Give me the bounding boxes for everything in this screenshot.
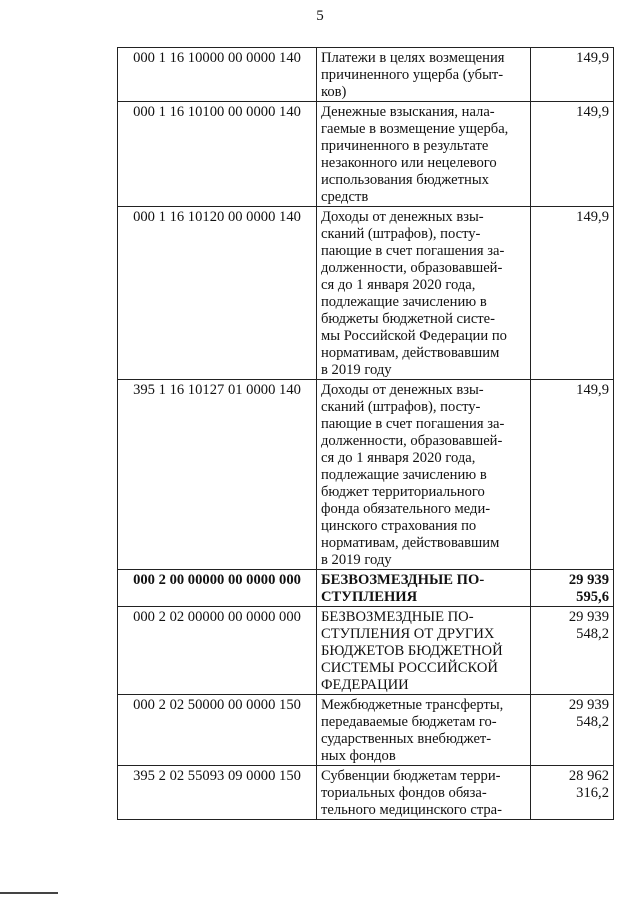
revenue-name-line: долженности, образовавшей- — [321, 433, 503, 449]
revenue-name-line: причиненного ущерба (убыт- — [321, 67, 504, 83]
revenue-name-line: сканий (штрафов), посту- — [321, 399, 481, 415]
table-row — [118, 695, 614, 766]
revenue-name-line: ся до 1 января 2020 года, — [321, 277, 476, 293]
budget-code-cell: 000 2 00 00000 00 0000 000 — [118, 570, 317, 607]
revenue-name-line: в 2019 году — [321, 362, 392, 378]
budget-code-cell: 000 2 02 00000 00 0000 000 — [118, 607, 317, 695]
revenue-name-line: Доходы от денежных взы- — [321, 209, 484, 225]
revenue-name-line: ФЕДЕРАЦИИ — [321, 677, 409, 693]
revenue-name-line: ных фондов — [321, 748, 396, 764]
amount-cell: 149,9 — [531, 207, 614, 380]
amount-cell: 29 939 595,6 — [531, 570, 614, 607]
revenue-name-line: в 2019 году — [321, 552, 392, 568]
amount-cell: 149,9 — [531, 48, 614, 102]
revenue-name-line: Субвенции бюджетам терри- — [321, 768, 501, 784]
budget-code-cell: 000 2 02 50000 00 0000 150 — [118, 695, 317, 766]
budget-revenue-table — [117, 47, 614, 820]
revenue-name-line: мы Российской Федерации по — [321, 328, 507, 344]
budget-code-cell: 395 1 16 10127 01 0000 140 — [118, 380, 317, 570]
revenue-name-cell — [317, 207, 531, 380]
revenue-name-line: БЮДЖЕТОВ БЮДЖЕТНОЙ — [321, 643, 503, 659]
revenue-name-line: нормативам, действовавшим — [321, 535, 500, 551]
amount-cell: 149,9 — [531, 102, 614, 207]
revenue-name-cell — [317, 380, 531, 570]
revenue-name-line: ториальных фондов обяза- — [321, 785, 487, 801]
amount-cell: 149,9 — [531, 380, 614, 570]
revenue-name-line: причиненного в результате — [321, 138, 489, 154]
revenue-name-line: гаемые в возмещение ущерба, — [321, 121, 509, 137]
revenue-name-line: фонда обязательного меди- — [321, 501, 491, 517]
revenue-name-line: Межбюджетные трансферты, — [321, 697, 504, 713]
revenue-name-line: сканий (штрафов), посту- — [321, 226, 481, 242]
table-row — [118, 380, 614, 570]
revenue-name-cell — [317, 766, 531, 820]
revenue-name-line: использования бюджетных — [321, 172, 489, 188]
revenue-name-line: долженности, образовавшей- — [321, 260, 503, 276]
budget-code-cell: 000 1 16 10000 00 0000 140 — [118, 48, 317, 102]
amount-cell: 29 939 548,2 — [531, 607, 614, 695]
budget-code-cell: 395 2 02 55093 09 0000 150 — [118, 766, 317, 820]
revenue-name-line: БЕЗВОЗМЕЗДНЫЕ ПО- — [321, 609, 474, 625]
budget-code-cell: 000 1 16 10100 00 0000 140 — [118, 102, 317, 207]
revenue-name-cell — [317, 607, 531, 695]
revenue-name-cell — [317, 102, 531, 207]
bottom-edge-mark — [0, 892, 58, 894]
revenue-name-line: СТУПЛЕНИЯ ОТ ДРУГИХ — [321, 626, 495, 642]
revenue-name-line: подлежащие зачислению в — [321, 294, 487, 310]
revenue-name-cell — [317, 695, 531, 766]
revenue-name-line: Доходы от денежных взы- — [321, 382, 484, 398]
table-body — [118, 48, 614, 820]
revenue-name-cell — [317, 570, 531, 607]
budget-code-cell: 000 1 16 10120 00 0000 140 — [118, 207, 317, 380]
revenue-name-line: бюджет территориального — [321, 484, 485, 500]
table-row — [118, 607, 614, 695]
revenue-name-line: сударственных внебюджет- — [321, 731, 492, 747]
revenue-name-line: СИСТЕМЫ РОССИЙСКОЙ — [321, 660, 498, 676]
revenue-name-line: пающие в счет погашения за- — [321, 243, 505, 259]
amount-cell: 28 962 316,2 — [531, 766, 614, 820]
table-row — [118, 48, 614, 102]
revenue-name-line: передаваемые бюджетам го- — [321, 714, 497, 730]
revenue-name-line: БЕЗВОЗМЕЗДНЫЕ ПО- — [321, 572, 485, 588]
table-row — [118, 766, 614, 820]
revenue-name-line: средств — [321, 189, 369, 205]
revenue-name-line: СТУПЛЕНИЯ — [321, 589, 418, 605]
revenue-name-line: Денежные взыскания, нала- — [321, 104, 495, 120]
revenue-name-line: тельного медицинского стра- — [321, 802, 503, 818]
revenue-name-line: цинского страхования по — [321, 518, 477, 534]
revenue-name-cell — [317, 48, 531, 102]
revenue-name-line: Платежи в целях возмещения — [321, 50, 505, 66]
revenue-name-line: незаконного или нецелевого — [321, 155, 497, 171]
table-row — [118, 570, 614, 607]
revenue-name-line: ков) — [321, 84, 347, 100]
revenue-name-line: ся до 1 января 2020 года, — [321, 450, 476, 466]
amount-cell: 29 939 548,2 — [531, 695, 614, 766]
revenue-name-line: бюджеты бюджетной систе- — [321, 311, 496, 327]
revenue-name-line: пающие в счет погашения за- — [321, 416, 505, 432]
table-row — [118, 207, 614, 380]
table-row — [118, 102, 614, 207]
revenue-name-line: нормативам, действовавшим — [321, 345, 500, 361]
revenue-name-line: подлежащие зачислению в — [321, 467, 487, 483]
page-number: 5 — [316, 8, 324, 24]
